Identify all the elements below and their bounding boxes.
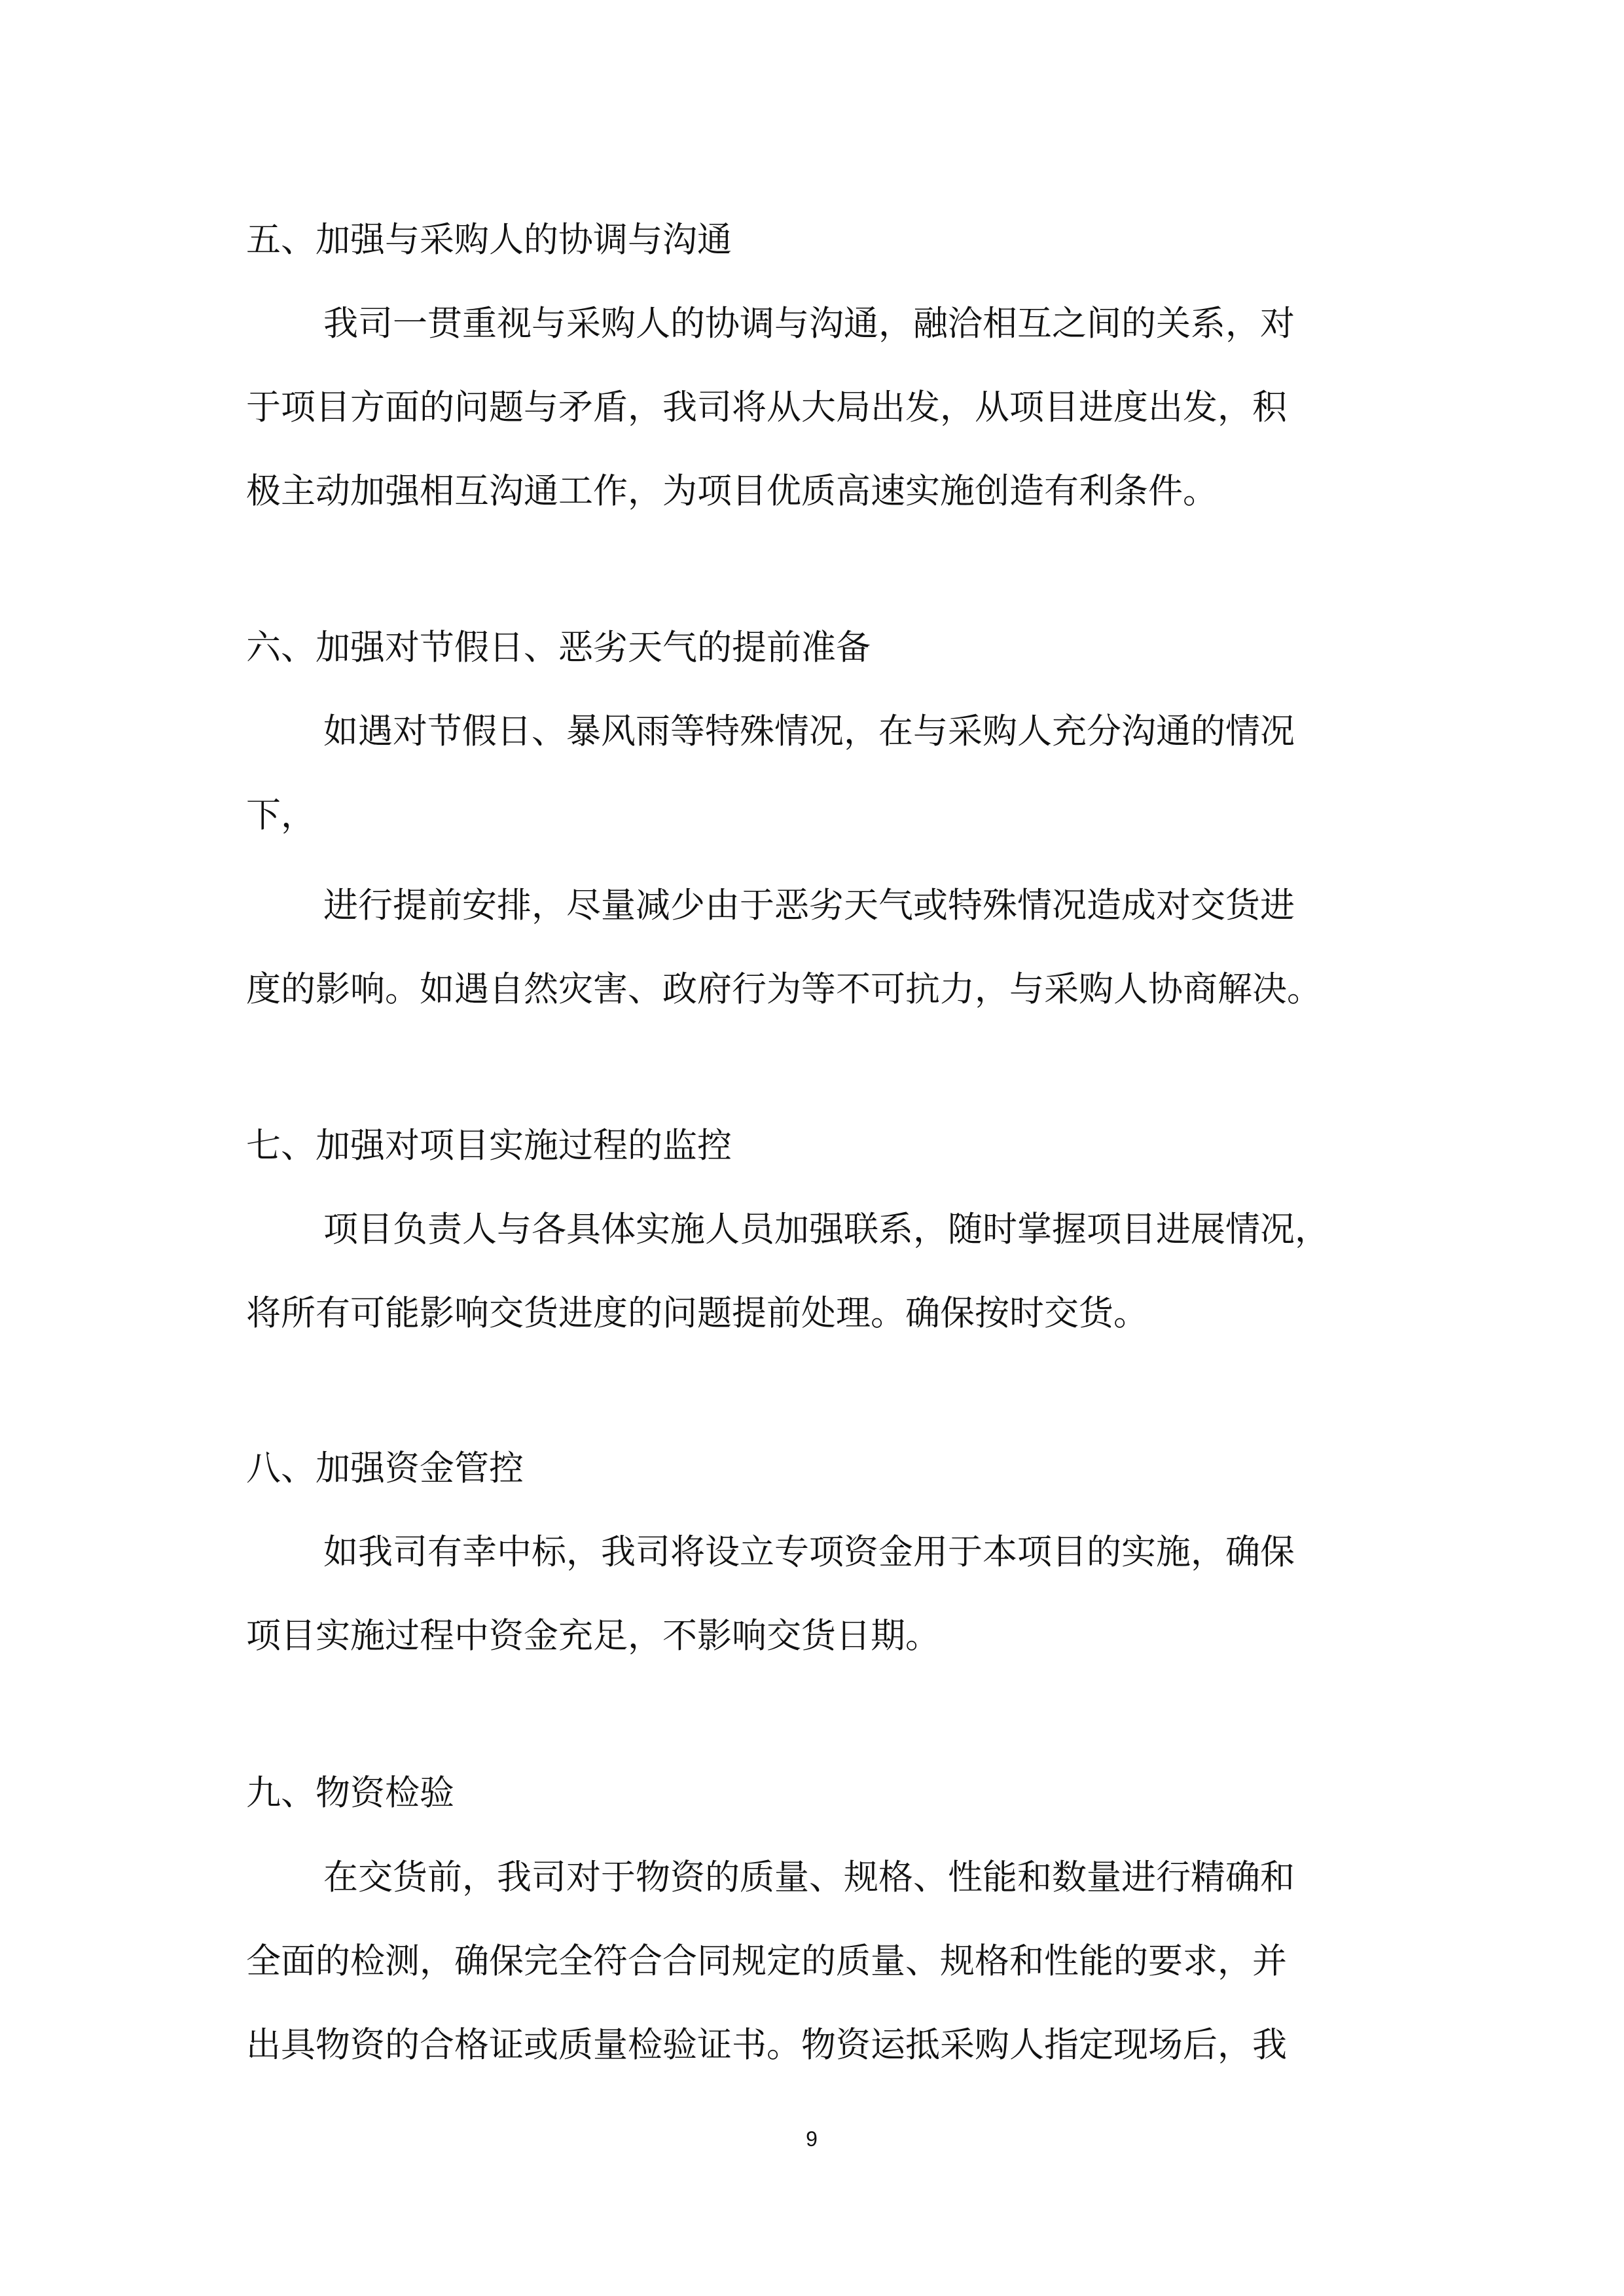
- section-heading-8: 八、加强资金管控: [246, 1448, 524, 1488]
- paragraph-line: 进行提前安排，尽量减少由于恶劣天气或特殊情况造成对交货进: [323, 886, 1295, 925]
- paragraph-line: 全面的检测，确保完全符合合同规定的质量、规格和性能的要求，并: [246, 1941, 1287, 1981]
- page-number: 9: [806, 2127, 818, 2151]
- paragraph-line: 如我司有幸中标，我司将设立专项资金用于本项目的实施，确保: [323, 1532, 1295, 1572]
- paragraph-line: 将所有可能影响交货进度的问题提前处理。确保按时交货。: [246, 1293, 1148, 1333]
- section-heading-9: 九、物资检验: [246, 1773, 454, 1813]
- paragraph-line: 项目负责人与各具体实施人员加强联系，随时掌握项目进展情况，: [323, 1210, 1329, 1249]
- paragraph-line: 我司一贯重视与采购人的协调与沟通，融洽相互之间的关系，对: [323, 304, 1295, 344]
- paragraph-line: 极主动加强相互沟通工作，为项目优质高速实施创造有利条件。: [246, 471, 1218, 511]
- paragraph-line: 出具物资的合格证或质量检验证书。物资运抵采购人指定现场后，我: [246, 2025, 1287, 2065]
- section-heading-5: 五、加强与采购人的协调与沟通: [246, 220, 732, 260]
- paragraph-line: 项目实施过程中资金充足，不影响交货日期。: [246, 1616, 940, 1656]
- paragraph-line: 下，: [246, 795, 316, 835]
- section-heading-7: 七、加强对项目实施过程的监控: [246, 1126, 732, 1166]
- paragraph-line: 如遇对节假日、暴风雨等特殊情况，在与采购人充分沟通的情况: [323, 711, 1295, 751]
- paragraph-line: 在交货前，我司对于物资的质量、规格、性能和数量进行精确和: [323, 1857, 1295, 1897]
- paragraph-line: 于项目方面的问题与矛盾，我司将从大局出发，从项目进度出发，积: [246, 387, 1287, 427]
- paragraph-line: 度的影响。如遇自然灾害、政府行为等不可抗力，与采购人协商解决。: [246, 969, 1322, 1009]
- section-heading-6: 六、加强对节假日、恶劣天气的提前准备: [246, 628, 871, 668]
